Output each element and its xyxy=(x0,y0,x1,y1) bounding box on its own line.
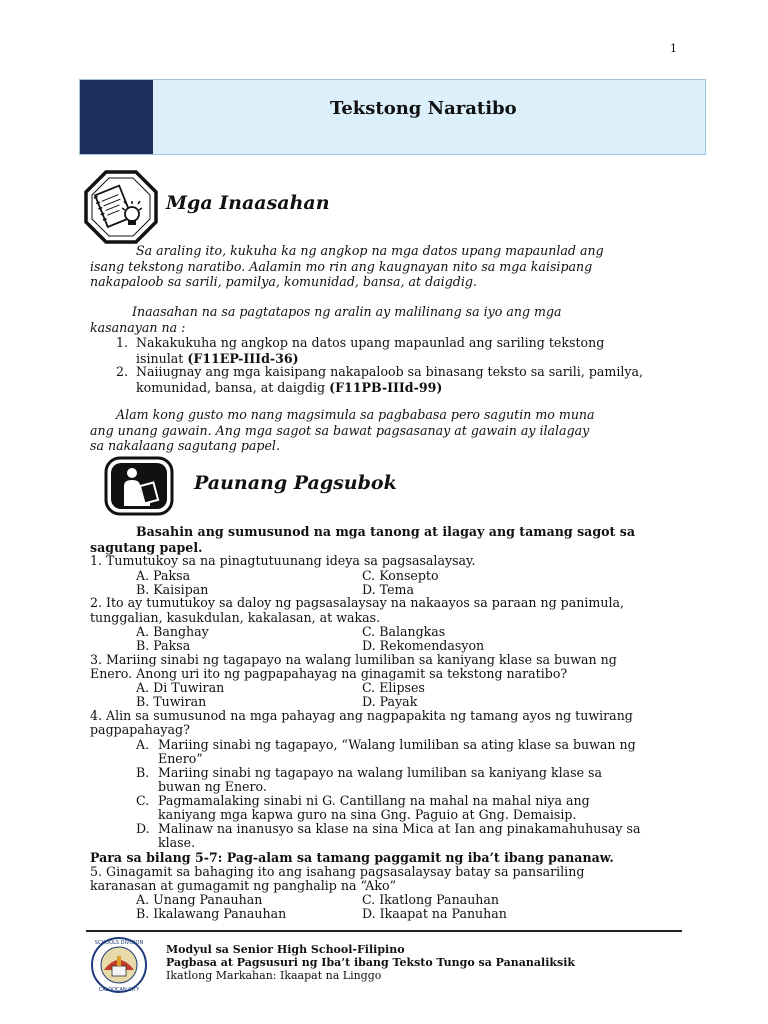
paragraph-line: sa nakalaang sagutang papel. xyxy=(90,438,280,453)
choice: B. Ikalawang Panauhan xyxy=(136,906,287,921)
footer-line-1: Modyul sa Senior High School-Filipino xyxy=(166,943,405,956)
choice: D. Payak xyxy=(362,694,418,709)
reading-person-icon xyxy=(104,456,174,520)
footer-line-3: Ikatlong Markahan: Ikaapat na Linggo xyxy=(166,969,382,982)
question-5: karanasan at gumagamit ng panghalip na “Ako” xyxy=(90,878,397,893)
choice: A. Banghay xyxy=(136,624,209,639)
choice: C. Ikatlong Panauhan xyxy=(362,892,500,907)
paragraph-line: nakapaloob sa sarili, pamilya, komunidad, bansa, at daigdig. xyxy=(90,274,477,289)
notes-lightbulb-icon xyxy=(84,170,158,248)
choice-letter: B. xyxy=(136,765,150,780)
question-4: pagpapahayag? xyxy=(90,722,190,737)
choice: A. Paksa xyxy=(136,568,191,583)
instruction-line: sagutang papel. xyxy=(90,539,203,555)
title-banner xyxy=(79,79,706,155)
list-item-line: isinulat xyxy=(136,350,184,366)
list-item-line: Nakakukuha ng angkop na datos upang mapaunlad ang sariling tekstong xyxy=(136,335,605,350)
choice-line: Mariing sinabi ng tagapayo, “Walang lumiliban sa ating klase sa buwan ng xyxy=(158,737,636,752)
choice-letter: D. xyxy=(136,821,150,836)
page-number: 1 xyxy=(670,42,677,55)
section-title-inaasahan: Mga Inaasahan xyxy=(166,192,330,214)
choice: B. Tuwiran xyxy=(136,694,207,709)
choice-line: Malinaw na inanusyo sa klase na sina Mica at Ian ang pinakamahuhusay sa xyxy=(158,821,641,836)
paragraph-line: ang unang gawain. Ang mga sagot sa bawat pagsasanay at gawain ay ilalagay xyxy=(90,422,590,438)
competency-code: (F11EP-IIId-36) xyxy=(187,350,299,366)
choice: B. Paksa xyxy=(136,638,191,653)
choice-letter: C. xyxy=(136,793,150,808)
choice: D. Rekomendasyon xyxy=(362,638,485,653)
choice-line: Pagmamalaking sinabi ni G. Cantillang na mahal na mahal niya ang xyxy=(158,793,590,808)
paragraph-line: isang tekstong naratibo. Aalamin mo rin ang kaugnayan nito sa mga kaisipang xyxy=(90,258,593,274)
page-title: Tekstong Naratibo xyxy=(330,98,517,119)
question-5: 5. Ginagamit sa bahaging ito ang isahang pagsasalaysay batay sa pansariling xyxy=(90,864,585,879)
choice-line: Mariing sinabi ng tagapayo na walang lumiliban sa kaniyang klase sa xyxy=(158,765,603,780)
choice-letter: A. xyxy=(136,737,150,752)
footer-line-2: Pagbasa at Pagsusuri ng Iba’t ibang Teksto Tungo sa Pananaliksik xyxy=(166,956,576,969)
choice: D. Tema xyxy=(362,582,414,597)
sub-heading: Para sa bilang 5-7: Pag-alam sa tamang paggamit ng iba’t ibang pananaw. xyxy=(90,850,614,865)
choice-line: buwan ng Enero. xyxy=(158,779,267,794)
list-item-line: komunidad, bansa, at daigdig xyxy=(136,379,326,395)
footer-rule xyxy=(86,930,682,932)
instruction-line: Basahin ang sumusunod na mga tanong at ilagay ang tamang sagot sa xyxy=(136,524,636,539)
list-number: 1. xyxy=(116,335,129,350)
choice: A. Di Tuwiran xyxy=(136,680,225,695)
division-seal-logo xyxy=(86,936,152,994)
paragraph-line: Alam kong gusto mo nang magsimula sa pagbabasa pero sagutin mo muna xyxy=(116,407,595,422)
competency-code: (F11PB-IIId-99) xyxy=(329,379,443,395)
question-1: 1. Tumutukoy sa na pinagtutuunang ideya sa pagsasalaysay. xyxy=(90,553,476,568)
paragraph-line: kasanayan na : xyxy=(90,319,186,335)
choice: B. Kaisipan xyxy=(136,582,209,597)
svg-text:SCHOOLS DIVISION: SCHOOLS DIVISION xyxy=(94,940,144,946)
section-title-paunang-pagsubok: Paunang Pagsubok xyxy=(194,472,397,494)
banner-accent-block xyxy=(80,80,153,154)
list-number: 2. xyxy=(116,364,129,379)
paragraph-line: Sa araling ito, kukuha ka ng angkop na mga datos upang mapaunlad ang xyxy=(136,243,604,258)
choice: C. Balangkas xyxy=(362,624,446,639)
svg-text:CALOOCAN CITY: CALOOCAN CITY xyxy=(98,987,140,993)
paragraph-line: Inaasahan na sa pagtatapos ng aralin ay malilinang sa iyo ang mga xyxy=(132,304,562,319)
choice: C. Konsepto xyxy=(362,568,439,583)
choice: D. Ikaapat na Panuhan xyxy=(362,906,507,921)
question-3: 3. Mariing sinabi ng tagapayo na walang lumiliban sa kaniyang klase sa buwan ng xyxy=(90,652,617,667)
question-2: tunggalian, kasukdulan, kakalasan, at wakas. xyxy=(90,610,381,625)
choice-line: Enero” xyxy=(158,751,203,766)
choice-line: klase. xyxy=(158,835,196,850)
question-2: 2. Ito ay tumutukoy sa daloy ng pagsasalaysay na nakaayos sa paraan ng panimula, xyxy=(90,595,624,610)
question-3: Enero. Anong uri ito ng pagpapahayag na ginagamit sa tekstong naratibo? xyxy=(90,666,568,681)
choice-line: kaniyang mga kapwa guro na sina Gng. Paguio at Gng. Demaisip. xyxy=(158,807,577,822)
choice: C. Elipses xyxy=(362,680,425,695)
list-item-line: Naiiugnay ang mga kaisipang nakapaloob sa binasang teksto sa sarili, pamilya, xyxy=(136,364,644,379)
choice: A. Unang Panauhan xyxy=(136,892,263,907)
question-4: 4. Alin sa sumusunod na mga pahayag ang nagpapakita ng tamang ayos ng tuwirang xyxy=(90,708,633,723)
